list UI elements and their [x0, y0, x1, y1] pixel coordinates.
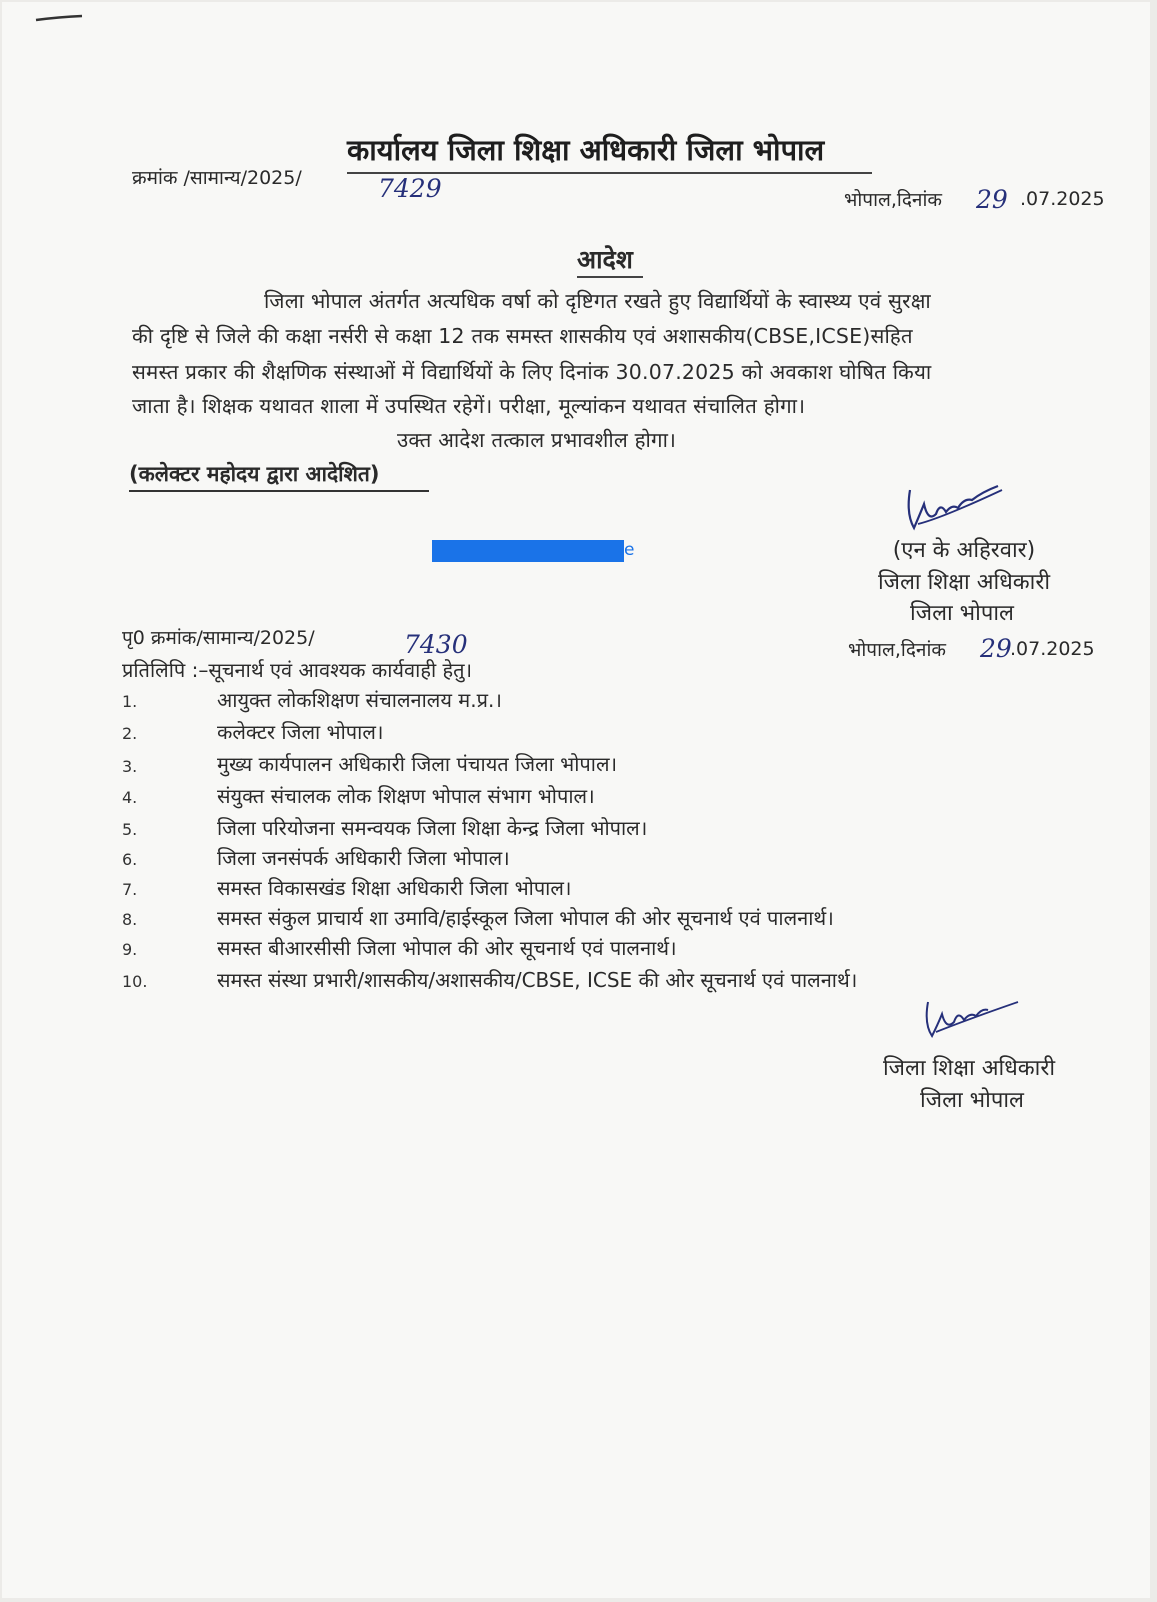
copy-date-suffix: .07.2025	[1010, 638, 1095, 660]
document-page	[2, 2, 1150, 1598]
heading-underline	[577, 276, 643, 278]
date-day: 29	[976, 185, 1008, 214]
body-line-3: समस्त प्रकार की शैक्षणिक संस्थाओं में विद्यार्थियों के लिए दिनांक 30.07.2025 को अवकाश घोषित किया	[132, 360, 932, 384]
recipient-text: जिला जनसंपर्क अधिकारी जिला भोपाल।	[217, 846, 510, 870]
recipient-number: 6.	[122, 850, 138, 869]
copy-signatory-designation: जिला शिक्षा अधिकारी	[882, 1056, 1056, 1081]
collector-note: (कलेक्टर महोदय द्वारा आदेशित)	[129, 462, 380, 486]
recipient-number: 10.	[122, 972, 148, 991]
reference-number: 7429	[378, 174, 442, 203]
copy-reference-number: 7430	[404, 630, 468, 659]
date-prefix: भोपाल,दिनांक	[844, 189, 942, 211]
signatory-name: (एन के अहिरवार)	[892, 538, 1036, 563]
recipient-text: संयुक्त संचालक लोक शिक्षण भोपाल संभाग भोपाल।	[217, 784, 595, 808]
copy-date-prefix: भोपाल,दिनांक	[848, 639, 946, 661]
recipient-text: समस्त बीआरसीसी जिला भोपाल की ओर सूचनार्थ एवं पालनार्थ।	[217, 936, 677, 960]
recipient-text: कलेक्टर जिला भोपाल।	[217, 720, 384, 744]
reference-prefix: क्रमांक /सामान्य/2025/	[132, 167, 302, 189]
copy-signatory-location: जिला भोपाल	[920, 1088, 1024, 1113]
body-line-2: की दृष्टि से जिले की कक्षा नर्सरी से कक्षा 12 तक समस्त शासकीय एवं अशासकीय(CBSE,ICSE)सहित	[132, 324, 913, 348]
signatory-designation: जिला शिक्षा अधिकारी	[877, 570, 1051, 595]
date-suffix: .07.2025	[1020, 188, 1105, 210]
recipient-number: 1.	[122, 692, 138, 711]
office-title: कार्यालय जिला शिक्षा अधिकारी जिला भोपाल	[347, 133, 825, 167]
redaction-tail-text: e	[624, 540, 635, 560]
body-line-5: उक्त आदेश तत्काल प्रभावशील होगा।	[397, 428, 677, 452]
recipient-text: समस्त संस्था प्रभारी/शासकीय/अशासकीय/CBSE, ICSE की ओर सूचनार्थ एवं पालनार्थ।	[217, 968, 858, 992]
copy-reference-prefix: पृ0 क्रमांक/सामान्य/2025/	[122, 627, 315, 649]
recipient-text: आयुक्त लोकशिक्षण संचालनालय म.प्र.।	[217, 688, 502, 712]
recipient-text: समस्त विकासखंड शिक्षा अधिकारी जिला भोपाल।	[217, 876, 572, 900]
recipient-number: 8.	[122, 910, 138, 929]
body-line-4: जाता है। शिक्षक यथावत शाला में उपस्थित रहेगें। परीक्षा, मूल्यांकन यथावत संचालित होगा।	[132, 394, 806, 418]
recipient-number: 7.	[122, 880, 138, 899]
corner-pen-mark	[34, 14, 84, 22]
order-heading: आदेश	[577, 245, 633, 274]
redaction-bar	[432, 540, 624, 562]
recipient-number: 9.	[122, 940, 138, 959]
recipient-text: जिला परियोजना समन्वयक जिला शिक्षा केन्द्र जिला भोपाल।	[217, 816, 648, 840]
copy-date-day: 29	[980, 634, 1012, 663]
signature-2	[922, 998, 1032, 1052]
copy-intro: प्रतिलिपि :–सूचनार्थ एवं आवश्यक कार्यवाही हेतु।	[122, 658, 473, 682]
collector-underline	[129, 490, 429, 492]
recipient-number: 4.	[122, 788, 138, 807]
recipient-number: 2.	[122, 724, 138, 743]
signatory-location: जिला भोपाल	[910, 601, 1014, 626]
recipient-text: समस्त संकुल प्राचार्य शा उमावि/हाईस्कूल जिला भोपाल की ओर सूचनार्थ एवं पालनार्थ।	[217, 906, 834, 930]
recipient-number: 3.	[122, 757, 138, 776]
body-line-1: जिला भोपाल अंतर्गत अत्यधिक वर्षा को दृष्टिगत रखते हुए विद्यार्थियों के स्वास्थ्य एवं सुरक्षा	[264, 289, 931, 313]
recipient-text: मुख्य कार्यपालन अधिकारी जिला पंचायत जिला भोपाल।	[217, 752, 618, 776]
recipient-number: 5.	[122, 820, 138, 839]
